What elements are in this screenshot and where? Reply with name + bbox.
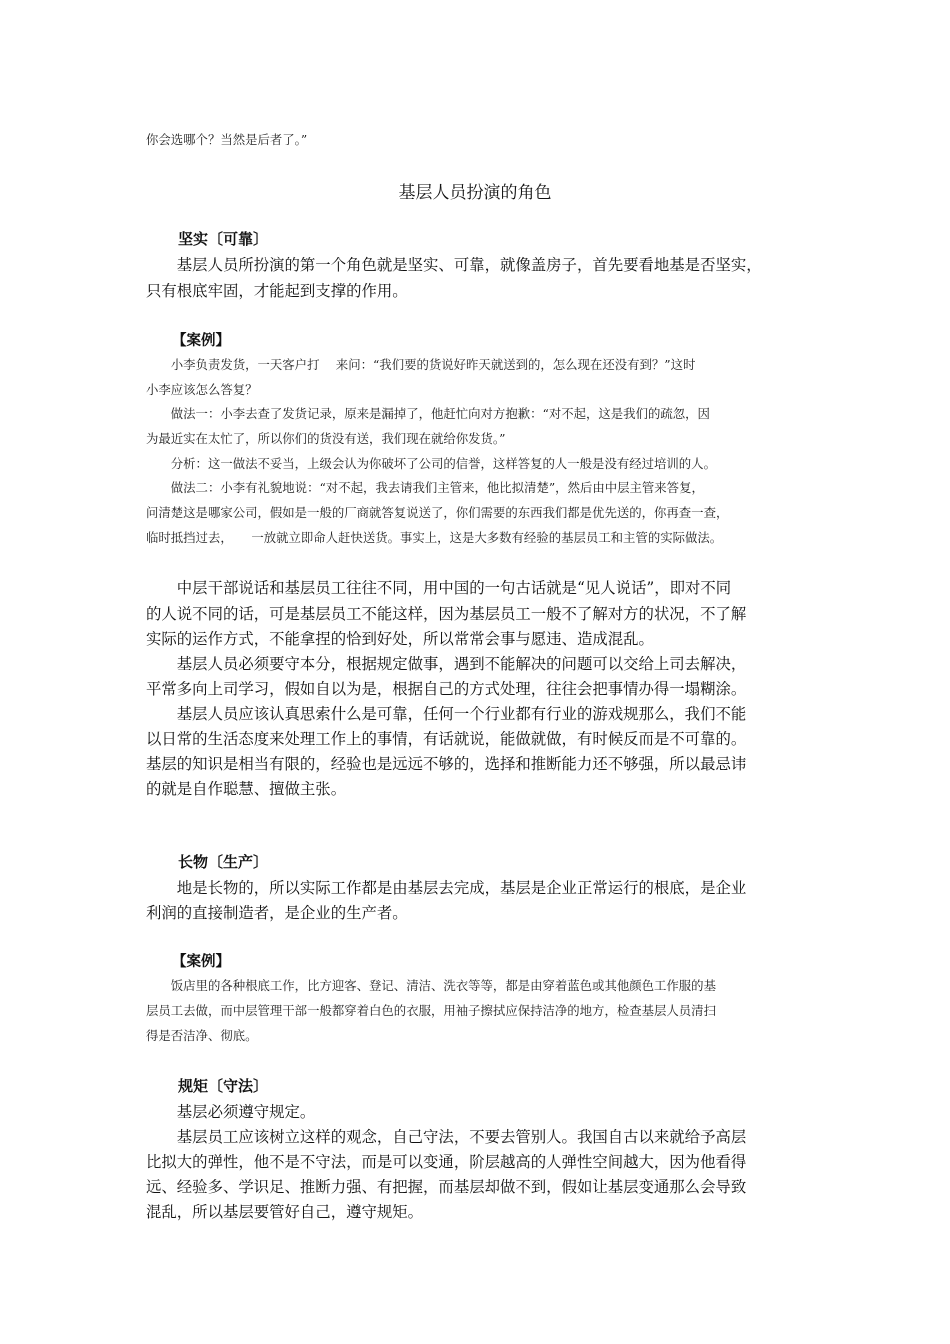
paragraph-line: 基层必须遵守规定。 xyxy=(146,1103,316,1121)
paragraph-line: 基层员工应该树立这样的观念，自己守法，不要去管别人。我国自古以来就给予高层 xyxy=(146,1128,747,1146)
paragraph-line: 平常多向上司学习，假如自以为是，根据自己的方式处理，往往会把事情办得一塌糊涂。 xyxy=(146,680,747,698)
paragraph-line: 中层干部说话和基层员工往往不同，用中国的一句古话就是“见人说话”，即对不同 xyxy=(146,579,732,597)
page-title: 基层人员扮演的角色 xyxy=(398,183,552,203)
case-line: 层员工去做，而中层管理干部一般都穿着白色的衣服，用袖子擦拭应保持洁净的地方，检查基层人员清扫 xyxy=(146,1003,716,1018)
case-line: 做法二：小李有礼貌地说：“对不起，我去请我们主管来，他比拟清楚”，然后由中层主管来答复， xyxy=(146,480,704,495)
case-line: 为最近实在太忙了，所以你们的货没有送，我们现在就给你发货。” xyxy=(146,431,506,446)
paragraph-line: 基层的知识是相当有限的，经验也是远远不够的，选择和推断能力还不够强，所以最忌讳 xyxy=(146,755,747,773)
paragraph-line: 的人说不同的话，可是基层员工不能这样，因为基层员工一般不了解对方的状况，不了解 xyxy=(146,605,747,623)
case-line: 小李负责发货，一天客户打 来问：“我们要的货说好昨天就送到的，怎么现在还没有到？”这时 xyxy=(146,357,696,372)
paragraph-line: 混乱，所以基层要管好自己，遵守规矩。 xyxy=(146,1203,424,1221)
case-label: 【案例】 xyxy=(172,333,230,349)
case-line: 做法一：小李去查了发货记录，原来是漏掉了，他赶忙向对方抱歉：“对不起，这是我们的疏忽，因 xyxy=(146,406,710,421)
case-line: 饭店里的各种根底工作，比方迎客、登记、清洁、洗衣等等，都是由穿着蓝色或其他颜色工作服的基 xyxy=(146,978,716,993)
paragraph-line: 以日常的生活态度来处理工作上的事情，有话就说，能做就做，有时候反而是不可靠的。 xyxy=(146,730,747,748)
case-label: 【案例】 xyxy=(172,954,230,970)
paragraph-line: 基层人员应该认真思索什么是可靠，任何一个行业都有行业的游戏规那么，我们不能 xyxy=(146,705,747,723)
case-line: 小李应该怎么答复？ xyxy=(146,382,258,397)
section-heading-production: 长物〔生产〕 xyxy=(178,853,269,871)
paragraph-line: 只有根底牢固，才能起到支撑的作用。 xyxy=(146,282,408,300)
paragraph-line: 基层人员所扮演的第一个角色就是坚实、可靠，就像盖房子，首先要看地基是否坚实， xyxy=(146,256,762,274)
paragraph-line: 利润的直接制造者，是企业的生产者。 xyxy=(146,904,408,922)
paragraph-line: 基层人员必须要守本分，根据规定做事，遇到不能解决的问题可以交给上司去解决， xyxy=(146,655,747,673)
case-line: 临时抵挡过去， 一放就立即命人赶快送货。事实上，这是大多数有经验的基层员工和主管的实际做法。 xyxy=(146,530,723,545)
case-line: 得是否洁净、彻底。 xyxy=(146,1028,258,1043)
section-heading-reliable: 坚实〔可靠〕 xyxy=(178,230,269,248)
case-line: 问清楚这是哪家公司，假如是一般的厂商就答复说送了，你们需要的东西我们都是优先送的，你再查一查， xyxy=(146,505,729,520)
paragraph-line: 地是长物的，所以实际工作都是由基层去完成，基层是企业正常运行的根底，是企业 xyxy=(146,879,747,897)
paragraph-line: 实际的运作方式，不能拿捏的恰到好处，所以常常会事与愿违、造成混乱。 xyxy=(146,630,654,648)
section-heading-rules: 规矩〔守法〕 xyxy=(178,1077,269,1095)
paragraph-line: 的就是自作聪慧、擅做主张。 xyxy=(146,780,347,798)
paragraph-line: 远、经验多、学识足、推断力强、有把握，而基层却做不到，假如让基层变通那么会导致 xyxy=(146,1178,747,1196)
paragraph-line: 比拟大的弹性，他不是不守法，而是可以变通，阶层越高的人弹性空间越大，因为他看得 xyxy=(146,1153,747,1171)
continuation-line: 你会选哪个？当然是后者了。” xyxy=(146,132,308,147)
case-line: 分析：这一做法不妥当，上级会认为你破坏了公司的信誉，这样答复的人一般是没有经过培训的人。 xyxy=(146,456,716,471)
